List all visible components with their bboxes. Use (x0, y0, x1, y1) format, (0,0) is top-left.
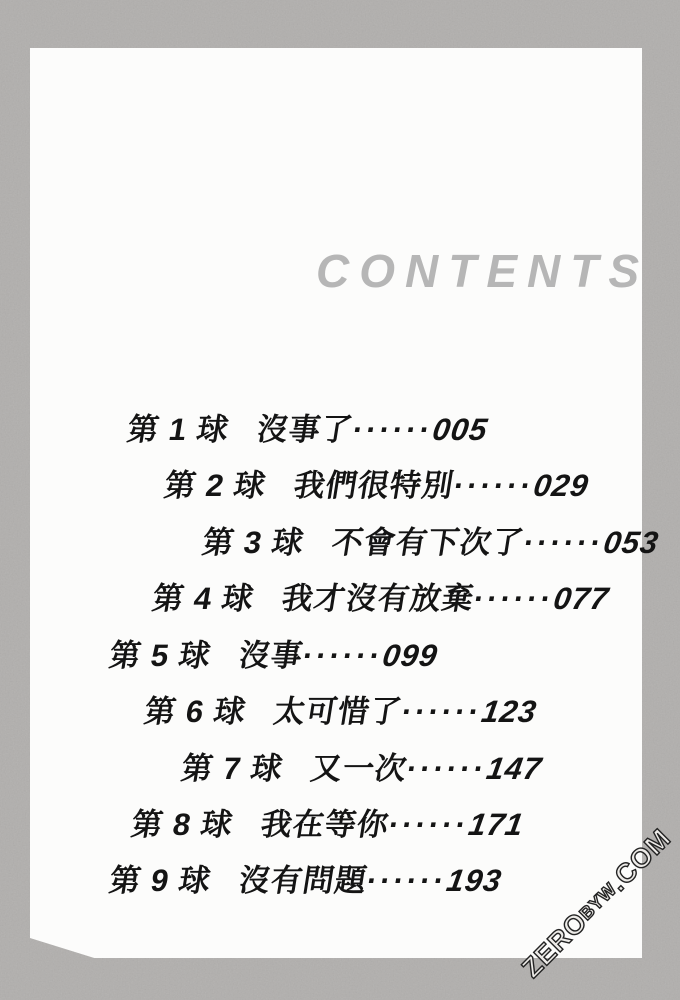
toc-chapter-label: 第 2 球 (161, 468, 269, 503)
toc-page-number: 099 (380, 638, 441, 673)
toc-page-number: 029 (531, 468, 592, 503)
toc-entry (128, 799, 527, 844)
toc-chapter-label: 第 7 球 (178, 751, 286, 786)
toc-dot-leader: ······ (451, 468, 537, 503)
toc-title: 不會有下次了 (329, 525, 527, 560)
toc-entry (106, 630, 441, 675)
toc-page-number: 193 (444, 863, 505, 898)
toc-page-number: 077 (551, 581, 612, 616)
toc-page-number: 123 (479, 694, 540, 729)
toc-title: 太可惜了 (271, 694, 405, 729)
toc-title: 沒事了 (254, 412, 356, 447)
toc-dot-leader: ······ (350, 412, 436, 447)
toc-chapter-label: 第 9 球 (106, 863, 214, 898)
toc-dot-leader: ······ (471, 581, 557, 616)
toc-page-number: 005 (430, 412, 491, 447)
toc-entry (141, 686, 540, 731)
toc-title: 又一次 (308, 751, 410, 786)
toc-title: 沒事 (236, 638, 306, 673)
contents-heading: CONTENTS (316, 245, 649, 297)
watermark-zero: ZERO (516, 906, 594, 984)
toc-entry (199, 517, 662, 562)
toc-page-number: 147 (484, 751, 545, 786)
toc-chapter-label: 第 5 球 (106, 638, 214, 673)
toc-page-number: 053 (601, 525, 662, 560)
toc-dot-leader: ······ (364, 863, 450, 898)
toc-entry (178, 743, 545, 788)
toc-page-number: 171 (466, 807, 527, 842)
toc-dot-leader: ······ (399, 694, 485, 729)
toc-entry (149, 573, 612, 618)
toc-dot-leader: ······ (404, 751, 490, 786)
toc-chapter-label: 第 8 球 (128, 807, 236, 842)
toc-title: 沒有問題 (236, 863, 370, 898)
watermark-byw: BYW (575, 879, 621, 924)
toc-chapter-label: 第 6 球 (141, 694, 249, 729)
toc-title: 我才沒有放棄 (279, 581, 477, 616)
toc-dot-leader: ······ (521, 525, 607, 560)
toc-chapter-label: 第 1 球 (124, 412, 232, 447)
watermark-com: .COM (602, 822, 677, 897)
toc-entry (106, 855, 505, 900)
toc-entry (161, 460, 592, 505)
toc-dot-leader: ······ (300, 638, 386, 673)
toc-title: 我在等你 (258, 807, 392, 842)
toc-title: 我們很特別 (291, 468, 457, 503)
toc-chapter-label: 第 4 球 (149, 581, 257, 616)
toc-dot-leader: ······ (386, 807, 472, 842)
toc-chapter-label: 第 3 球 (199, 525, 307, 560)
toc-entry (124, 404, 491, 449)
